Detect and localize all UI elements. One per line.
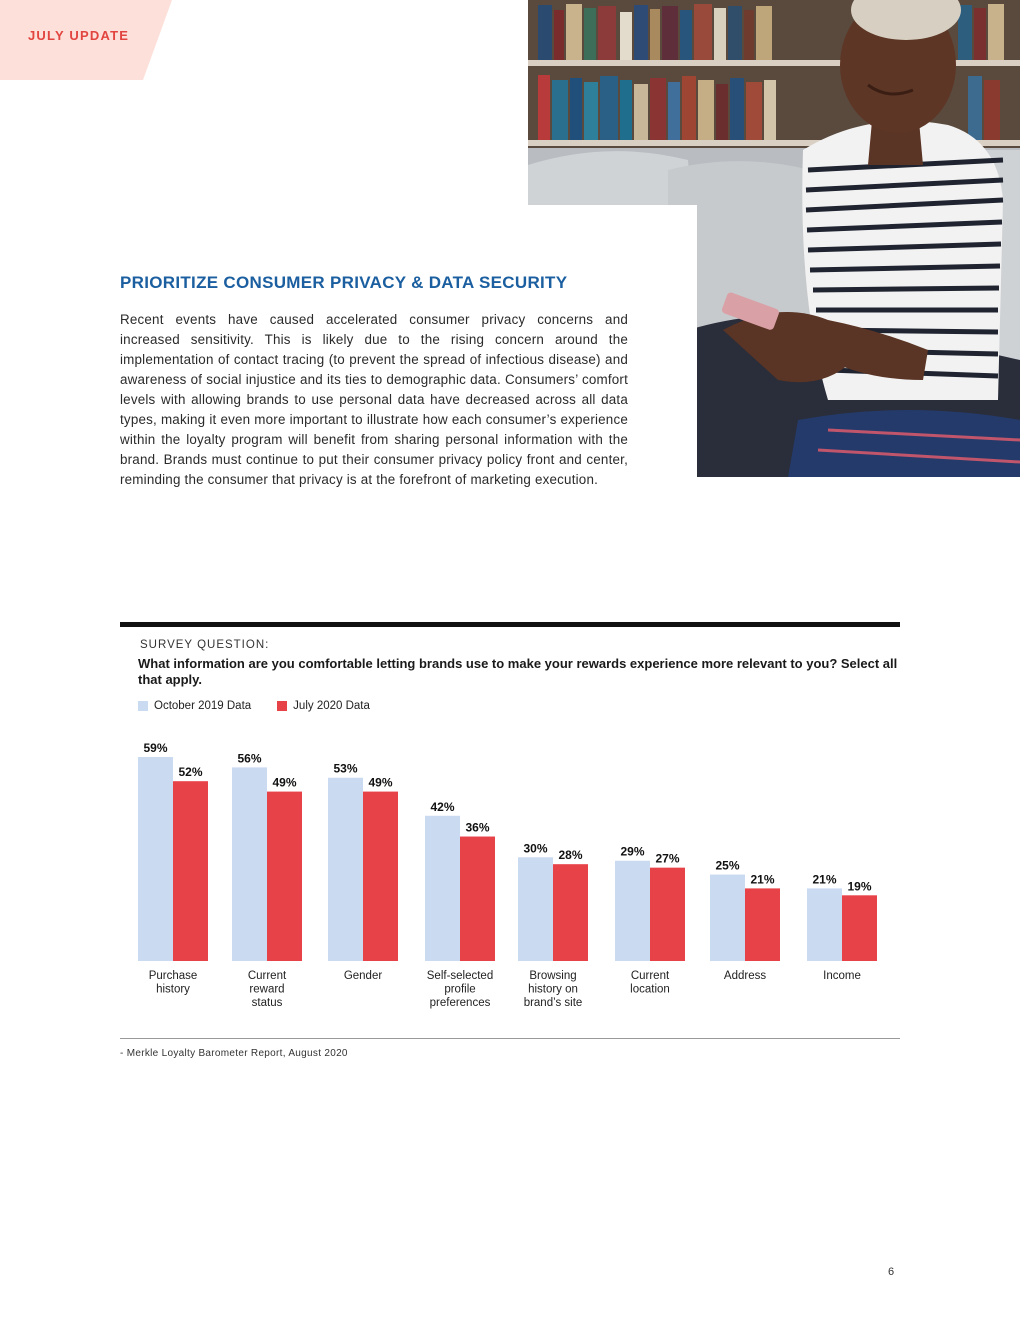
category-label-1: Current reward status xyxy=(247,970,287,1009)
article-body: Recent events have caused accelerated consumer privacy concerns and increased sensitivity. This is likely due to the rising concern around the implementation of contact tracing (to prevent the spread of infectious disease) and awareness of social injustice and its ties to demographic data. Consumers’ comfort levels with allowing brands to use personal data have decreased across all data types, making it even more important to illustrate how each consumer’s experience within the loyalty program will benefit from sharing personal information with the brand. Brands must continue to put their consumer privacy policy front and center, reminding the consumer that privacy is at the forefront of marketing execution. xyxy=(120,312,628,487)
data-label-jul2020-2: 49% xyxy=(368,775,393,790)
bar-oct2019-4 xyxy=(518,857,553,961)
data-label-jul2020-4: 28% xyxy=(558,848,583,863)
category-label-3: Self-selected profile preferences xyxy=(426,970,494,1009)
bar-oct2019-3 xyxy=(425,816,460,961)
bar-oct2019-5 xyxy=(615,861,650,961)
category-label-5: Current location xyxy=(630,970,670,996)
data-label-jul2020-7: 19% xyxy=(847,879,872,894)
data-label-oct2019-5: 29% xyxy=(620,844,645,859)
bar-chart xyxy=(120,725,900,1025)
bar-jul2020-1 xyxy=(267,792,302,961)
chart-bottom-rule xyxy=(120,1038,900,1039)
survey-label: SURVEY QUESTION: xyxy=(140,639,270,651)
legend-item-2019 xyxy=(138,700,251,712)
chart-top-rule xyxy=(120,622,900,627)
data-label-jul2020-5: 27% xyxy=(655,851,680,866)
data-label-oct2019-1: 56% xyxy=(237,751,262,766)
data-label-oct2019-7: 21% xyxy=(812,872,837,887)
legend-swatch-2019 xyxy=(138,701,148,711)
legend-label-2020: July 2020 Data xyxy=(293,700,370,712)
bar-jul2020-7 xyxy=(842,895,877,961)
header-tag: JULY UPDATE xyxy=(28,28,130,43)
data-label-jul2020-0: 52% xyxy=(178,765,203,780)
bar-jul2020-3 xyxy=(460,837,495,961)
category-label-4: Browsing history on brand’s site xyxy=(523,970,583,1009)
bar-oct2019-1 xyxy=(232,767,267,961)
data-label-oct2019-6: 25% xyxy=(715,858,740,873)
data-label-oct2019-0: 59% xyxy=(143,741,168,755)
bar-oct2019-2 xyxy=(328,778,363,961)
bar-jul2020-0 xyxy=(173,781,208,961)
data-label-oct2019-2: 53% xyxy=(333,761,358,776)
legend-item-2020 xyxy=(277,700,370,712)
legend-label-2019: October 2019 Data xyxy=(154,700,252,712)
category-label-2: Gender xyxy=(343,970,383,982)
legend-swatch-2020 xyxy=(277,701,287,711)
chart-legend xyxy=(138,700,370,712)
bar-oct2019-7 xyxy=(807,888,842,961)
data-label-oct2019-3: 42% xyxy=(430,799,455,814)
data-label-jul2020-6: 21% xyxy=(750,872,775,887)
survey-question: What information are you comfortable letting brands use to make your rewards experience more relevant to you? Select all that apply. xyxy=(138,656,898,687)
category-label-0: Purchase history xyxy=(148,970,198,996)
page-number: 6 xyxy=(888,1266,895,1278)
category-label-6: Address xyxy=(723,970,767,982)
data-label-jul2020-1: 49% xyxy=(272,775,297,790)
category-label-7: Income xyxy=(823,970,861,982)
bar-oct2019-6 xyxy=(710,875,745,961)
bar-jul2020-4 xyxy=(553,864,588,961)
data-label-jul2020-3: 36% xyxy=(465,820,490,835)
section-title: PRIORITIZE CONSUMER PRIVACY & DATA SECURITY xyxy=(120,273,568,292)
bar-oct2019-0 xyxy=(138,757,173,961)
bar-jul2020-5 xyxy=(650,868,685,961)
data-label-oct2019-4: 30% xyxy=(523,841,548,856)
bar-jul2020-6 xyxy=(745,888,780,961)
bar-jul2020-2 xyxy=(363,792,398,961)
source-note: - Merkle Loyalty Barometer Report, August 2020 xyxy=(120,1048,348,1059)
